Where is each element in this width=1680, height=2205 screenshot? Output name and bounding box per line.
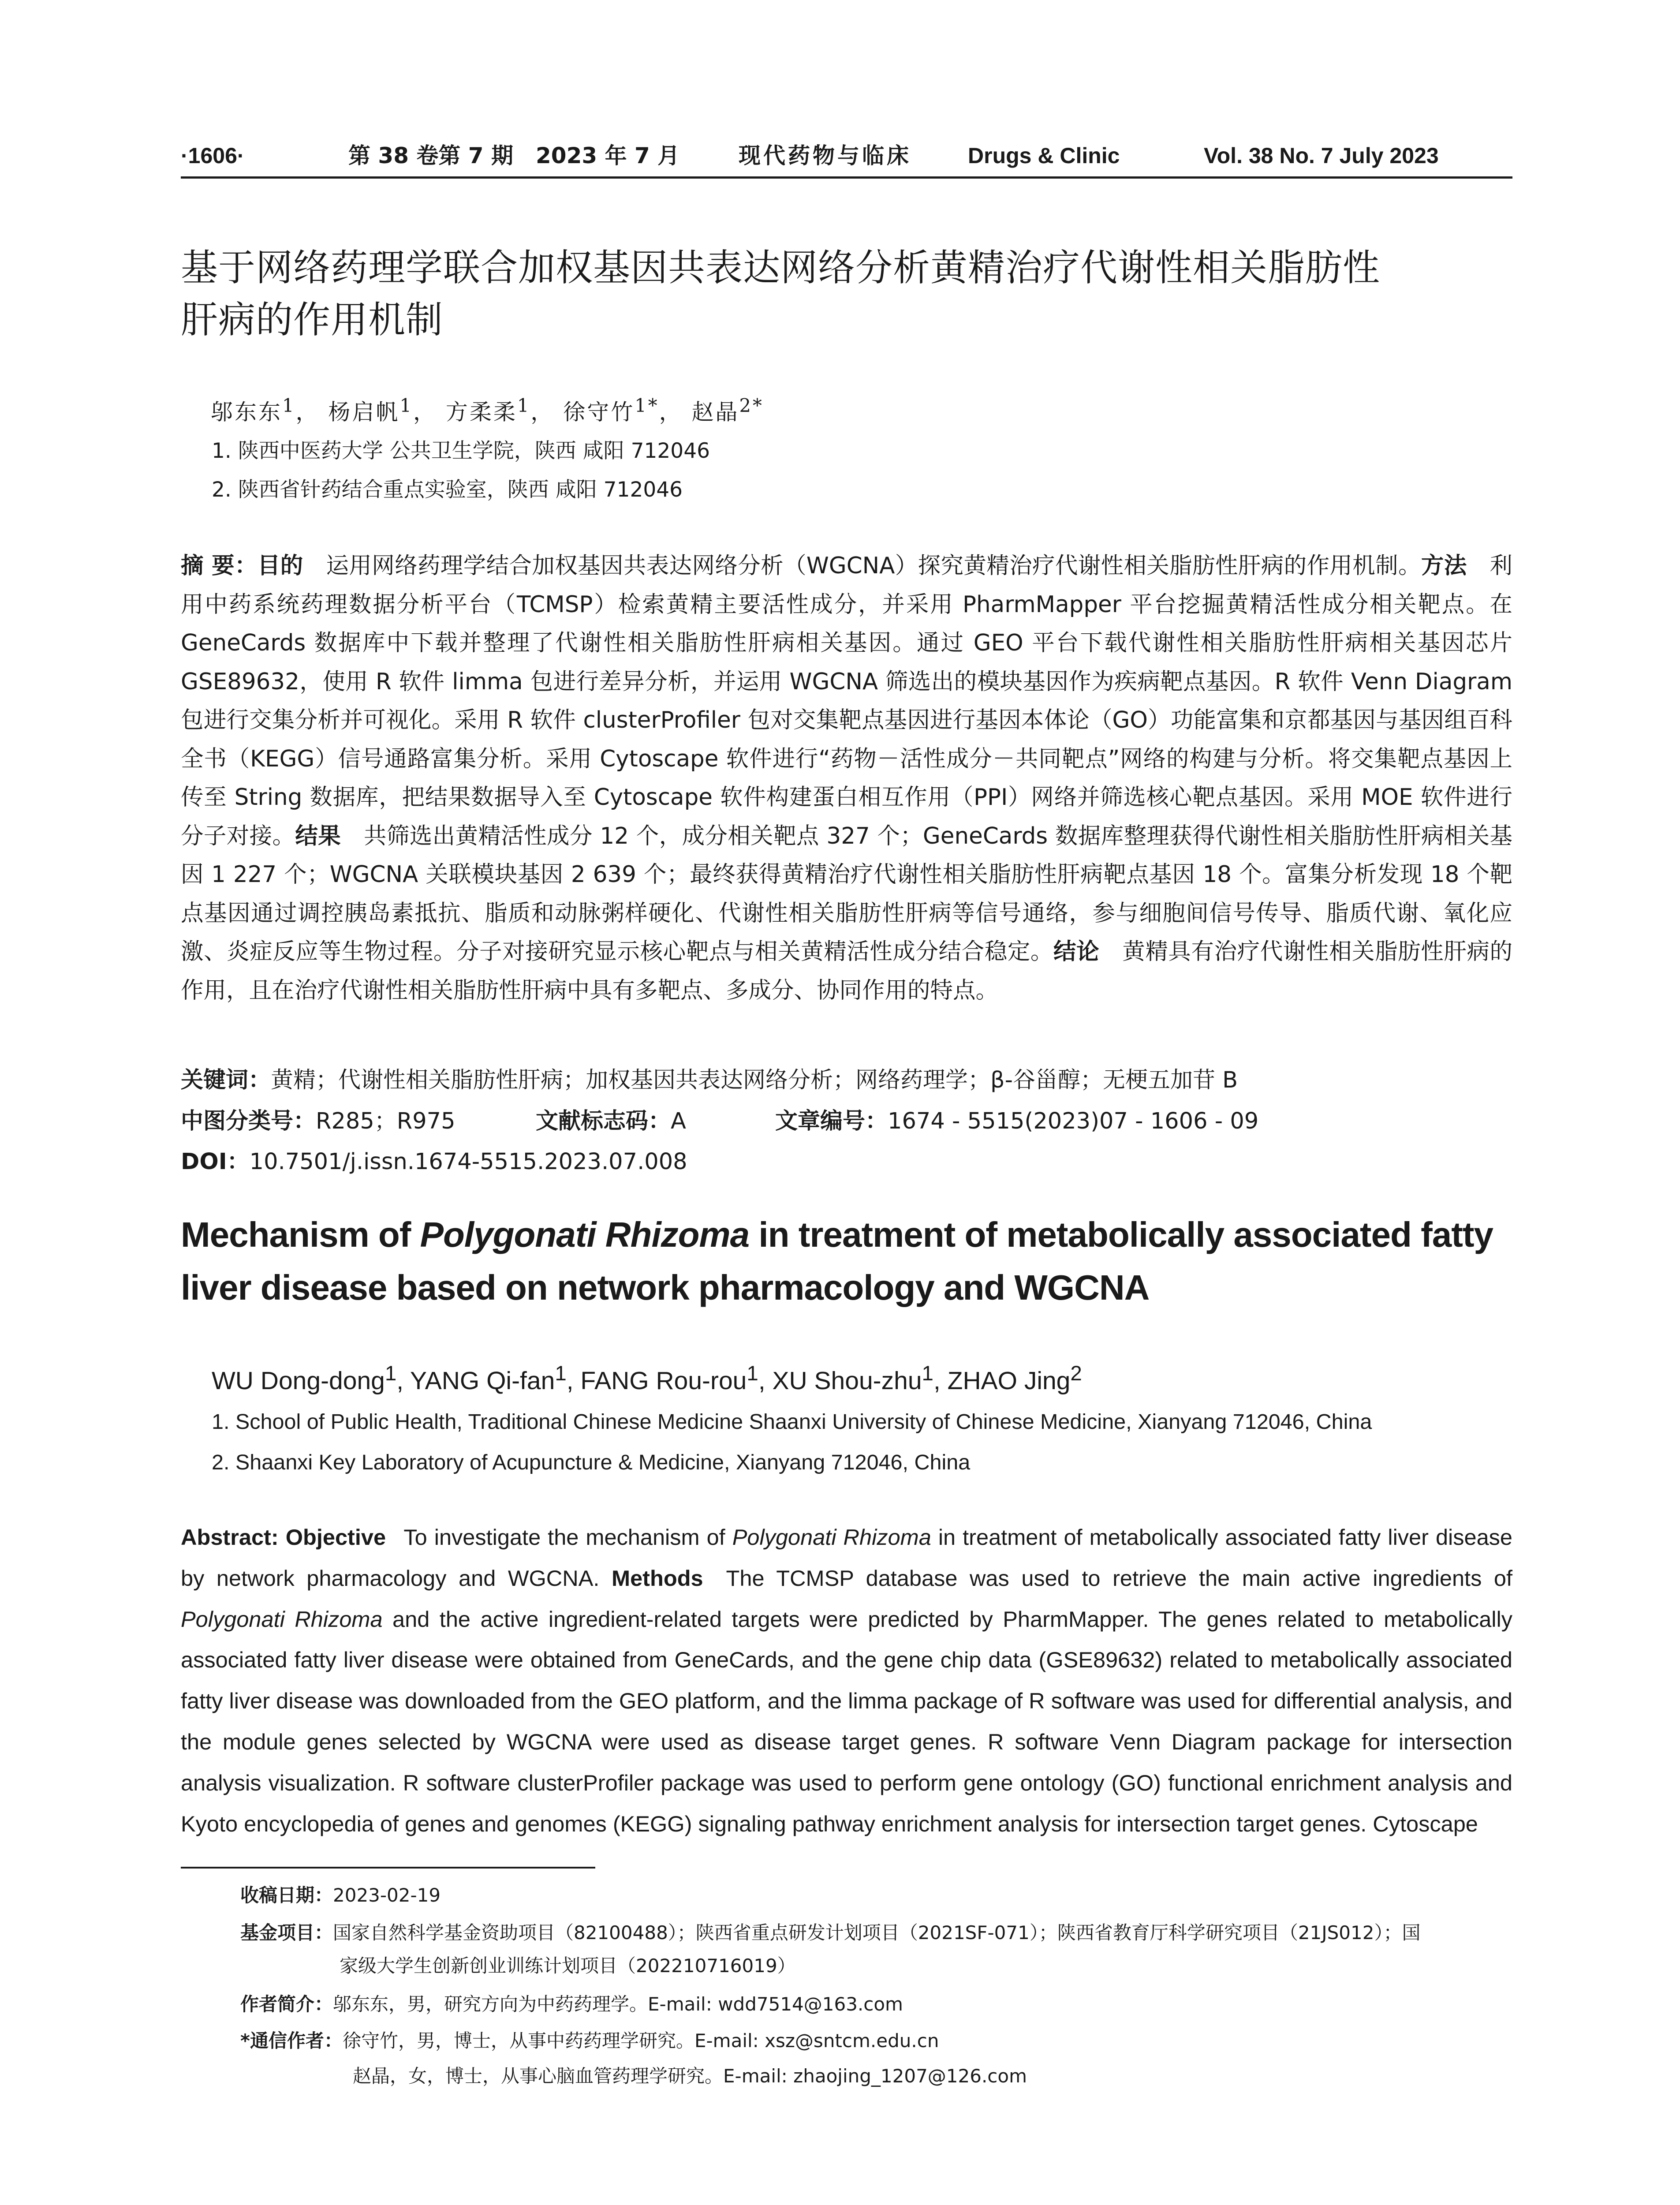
author-affiliation-mark: 2* <box>739 395 764 416</box>
objective-en-text-a: To investigate the mechanism of <box>403 1525 732 1550</box>
objective-en-text-b: in treatment of metabolically associated fatty liver disease by network pharmacology and WGCNA. <box>181 1525 1513 1591</box>
results-cn-label: 结果 <box>295 822 341 849</box>
received-label: 收稿日期： <box>240 1884 333 1906</box>
methods-en-text-a: The TCMSP database was used to retrieve the main active ingredients of <box>726 1565 1513 1591</box>
affiliation-cn-2: 2. 陕西省针药结合重点实验室，陕西 咸阳 712046 <box>212 478 683 502</box>
author-name-en: WU Dong-dong <box>212 1367 385 1395</box>
author-affiliation-mark: 1 <box>517 395 531 416</box>
author-affiliation-mark: 1* <box>635 395 659 416</box>
authors-en: WU Dong-dong$^1$, YANG Qi-fan$^1$, FANG Rou-rou$^1$, XU Shou-zhu$^1$, ZHAO Jing$^2$ <box>212 1362 1082 1395</box>
keywords-cn <box>181 1065 1238 1096</box>
author-name: 徐守竹 <box>563 399 635 425</box>
classification-line <box>181 1106 455 1137</box>
title-cn <box>181 242 1517 346</box>
title-en-prefix: Mechanism of <box>181 1215 420 1254</box>
header-rule <box>181 176 1512 179</box>
objective-cn-label: 目的 <box>257 553 303 579</box>
article-number <box>775 1106 1258 1137</box>
journal-name-en: Drugs & Clinic <box>968 143 1120 168</box>
abstract-cn-label: 摘 要： <box>181 553 258 579</box>
author-affiliation-mark: 1 <box>282 395 296 416</box>
author-affiliation-mark: 1 <box>385 1362 397 1385</box>
conclusion-cn-label: 结论 <box>1053 938 1100 965</box>
objective-en-label: Objective <box>285 1525 386 1550</box>
author-affiliation-mark: 1 <box>747 1362 758 1385</box>
methods-cn-label: 方法 <box>1421 553 1467 579</box>
fund-label: 基金项目： <box>240 1922 333 1943</box>
keywords-cn-text: 黄精；代谢性相关脂肪性肝病；加权基因共表达网络分析；网络药理学；β-谷甾醇；无梗五加苷 B <box>271 1067 1238 1093</box>
doc-code <box>536 1106 686 1137</box>
results-cn-text: 共筛选出黄精活性成分 12 个，成分相关靶点 327 个；GeneCards 数据库整理获得代谢性相关脂肪性肝病相关基因 1 227 个；WGCNA 关联模块基因 2 639 个；最终获得黄精治疗代谢性相关脂肪性肝病靶点基因 18 个。富集分析发现 18 个靶点基因通过调控胰岛素抵抗、脂质和动脉粥样硬化、代谢性相关脂肪性肝病等信号通络，参与细胞间信号传导、脂质代谢、氧化应激、炎症反应等生物过程。分子对接研究显示核心靶点与相关黄精活性成分结合稳定。 <box>181 822 1512 965</box>
title-cn-line-1: 基于网络药理学联合加权基因共表达网络分析黄精治疗代谢性相关脂肪性 <box>181 246 1381 289</box>
authors-cn: 邬东东$^1$， 杨启帆$^1$， 方柔柔$^1$， 徐守竹$^{1*}$， 赵晶$^{2*}$ <box>211 395 764 425</box>
author-name-en: XU Shou-zhu <box>772 1367 922 1395</box>
author-name-en: ZHAO Jing <box>947 1367 1071 1395</box>
methods-cn-text: 利用中药系统药理数据分析平台（TCMSP）检索黄精主要活性成分，并采用 PharmMapper 平台挖掘黄精活性成分相关靶点。在 GeneCards 数据库中下载并整理了代谢性相关脂肪性肝病相关基因。通过 GEO 平台下载代谢性相关脂肪性肝病相关基因芯片 GSE89632，使用 R 软件 limma 包进行差异分析，并运用 WGCNA 筛选出的模块基因作为疾病靶点基因。R 软件 Venn Diagram 包进行交集分析并可视化。采用 R 软件 clusterProfiler 包对交集靶点基因进行基因本体论（GO）功能富集和京都基因与基因组百科全书（KEGG）信号通路富集分析。采用 Cytoscape 软件进行“药物－活性成分－共同靶点”网络的构建与分析。将交集靶点基因上传至 String 数据库，把结果数据导入至 Cytoscape 软件构建蛋白相互作用（PPI）网络并筛选核心靶点基因。采用 MOE 软件进行分子对接。 <box>181 553 1512 849</box>
keywords-cn-label: 关键词： <box>181 1067 271 1093</box>
author-bio <box>240 1991 903 2018</box>
objective-en-italic: Polygonati Rhizoma <box>732 1525 931 1550</box>
title-en-italic: Polygonati Rhizoma <box>420 1215 750 1254</box>
author-name: 邬东东 <box>211 399 282 425</box>
article-no-label: 文章编号： <box>775 1108 888 1134</box>
running-header <box>181 140 1512 176</box>
corr-label: *通信作者： <box>240 2030 343 2052</box>
corr-text-1: 徐守竹，男，博士，从事中药药理学研究。E-mail: xsz@sntcm.edu.cn <box>342 2030 939 2052</box>
author-name: 杨启帆 <box>328 399 400 425</box>
abstract-en <box>181 1517 1512 1844</box>
doi-label: DOI： <box>181 1149 250 1175</box>
objective-cn-text: 运用网络药理学结合加权基因共表达网络分析（WGCNA）探究黄精治疗代谢性相关脂肪性肝病的作用机制。 <box>326 553 1421 579</box>
author-affiliation-mark: 1 <box>399 395 413 416</box>
author-name: 赵晶 <box>691 399 739 425</box>
clc-label: 中图分类号： <box>181 1108 316 1134</box>
corresponding-author-2: 赵晶，女，博士，从事心脑血管药理学研究。E-mail: zhaojing_1207@126.com <box>353 2065 1027 2087</box>
journal-name-cn: 现代药物与临床 <box>739 142 911 168</box>
author-affiliation-mark: 1 <box>555 1362 567 1385</box>
fund-line-2: 家级大学生创新创业训练计划项目（202210716019） <box>340 1955 796 1977</box>
title-en <box>181 1208 1517 1314</box>
methods-en-text-b: and the active ingredient-related targets were predicted by PharmMapper. The genes related to metabolically associated fatty liver disease were obtained from GeneCards, and the gene chip data (GSE89632) related to metabolically associated fatty liver disease was downloaded from the GEO platform, and the limma package of R software was used for differential analysis, and the module genes selected by WGCNA were used as disease target genes. R software Venn Diagram package for intersection analysis visualization. R software clusterProfiler package was used to perform gene ontology (GO) functional enrichment analysis and Kyoto encyclopedia of genes and genomes (KEGG) signaling pathway enrichment analysis for intersection target genes. Cytoscape <box>181 1606 1512 1836</box>
author-name-en: FANG Rou-rou <box>580 1367 747 1395</box>
clc-value: R285；R975 <box>316 1108 455 1134</box>
abstract-cn <box>181 547 1512 1010</box>
volume-issue-cn: 第 38 卷第 7 期 <box>348 143 513 168</box>
affiliation-en-2: 2. Shaanxi Key Laboratory of Acupuncture & Medicine, Xianyang 712046, China <box>212 1450 971 1474</box>
bio-label: 作者简介： <box>240 1993 333 2015</box>
conclusion-cn-text: 黄精具有治疗代谢性相关脂肪性肝病的作用，且在治疗代谢性相关脂肪性肝病中具有多靶点、多成分、协同作用的特点。 <box>181 938 1512 1004</box>
abstract-en-label: Abstract: <box>181 1525 279 1550</box>
date-cn: 2023 年 7 月 <box>536 143 680 168</box>
fund-note <box>240 1920 1510 1946</box>
author-affiliation-mark: 2 <box>1070 1362 1082 1385</box>
doc-code-label: 文献标志码： <box>536 1108 671 1134</box>
doi-line <box>181 1147 687 1177</box>
doc-code-value: A <box>671 1108 686 1134</box>
methods-en-label: Methods <box>612 1565 703 1591</box>
footnote-rule <box>181 1867 595 1869</box>
methods-en-italic: Polygonati Rhizoma <box>181 1606 383 1632</box>
fund-line-1: 国家自然科学基金资助项目（82100488）；陕西省重点研发计划项目（2021SF-071）；陕西省教育厅科学研究项目（21JS012）；国 <box>333 1922 1421 1943</box>
bio-text: 邬东东，男，研究方向为中药药理学。E-mail: wdd7514@163.com <box>333 1993 903 2015</box>
volume-issue-en: Vol. 38 No. 7 July 2023 <box>1204 143 1439 168</box>
corresponding-author-1 <box>240 2028 939 2054</box>
title-en-suffix: in treatment of metabolically associated fatty <box>749 1215 1493 1254</box>
author-name-en: YANG Qi-fan <box>410 1367 555 1395</box>
received-value: 2023-02-19 <box>333 1884 441 1906</box>
affiliation-cn-1: 1. 陕西中医药大学 公共卫生学院，陕西 咸阳 712046 <box>212 439 710 463</box>
author-affiliation-mark: 1 <box>922 1362 933 1385</box>
article-no-value: 1674 - 5515(2023)07 - 1606 - 09 <box>888 1108 1259 1134</box>
doi-value: 10.7501/j.issn.1674-5515.2023.07.008 <box>249 1149 687 1175</box>
received-date <box>240 1882 441 1909</box>
title-en-line-2: liver disease based on network pharmacology and WGCNA <box>181 1268 1150 1307</box>
title-cn-line-2: 肝病的作用机制 <box>181 298 444 341</box>
author-name: 方柔柔 <box>445 399 517 425</box>
page-number: ·1606· <box>181 143 245 168</box>
affiliation-en-1: 1. School of Public Health, Traditional Chinese Medicine Shaanxi University of Chinese Medicine, Xianyang 712046, China <box>212 1410 1372 1434</box>
